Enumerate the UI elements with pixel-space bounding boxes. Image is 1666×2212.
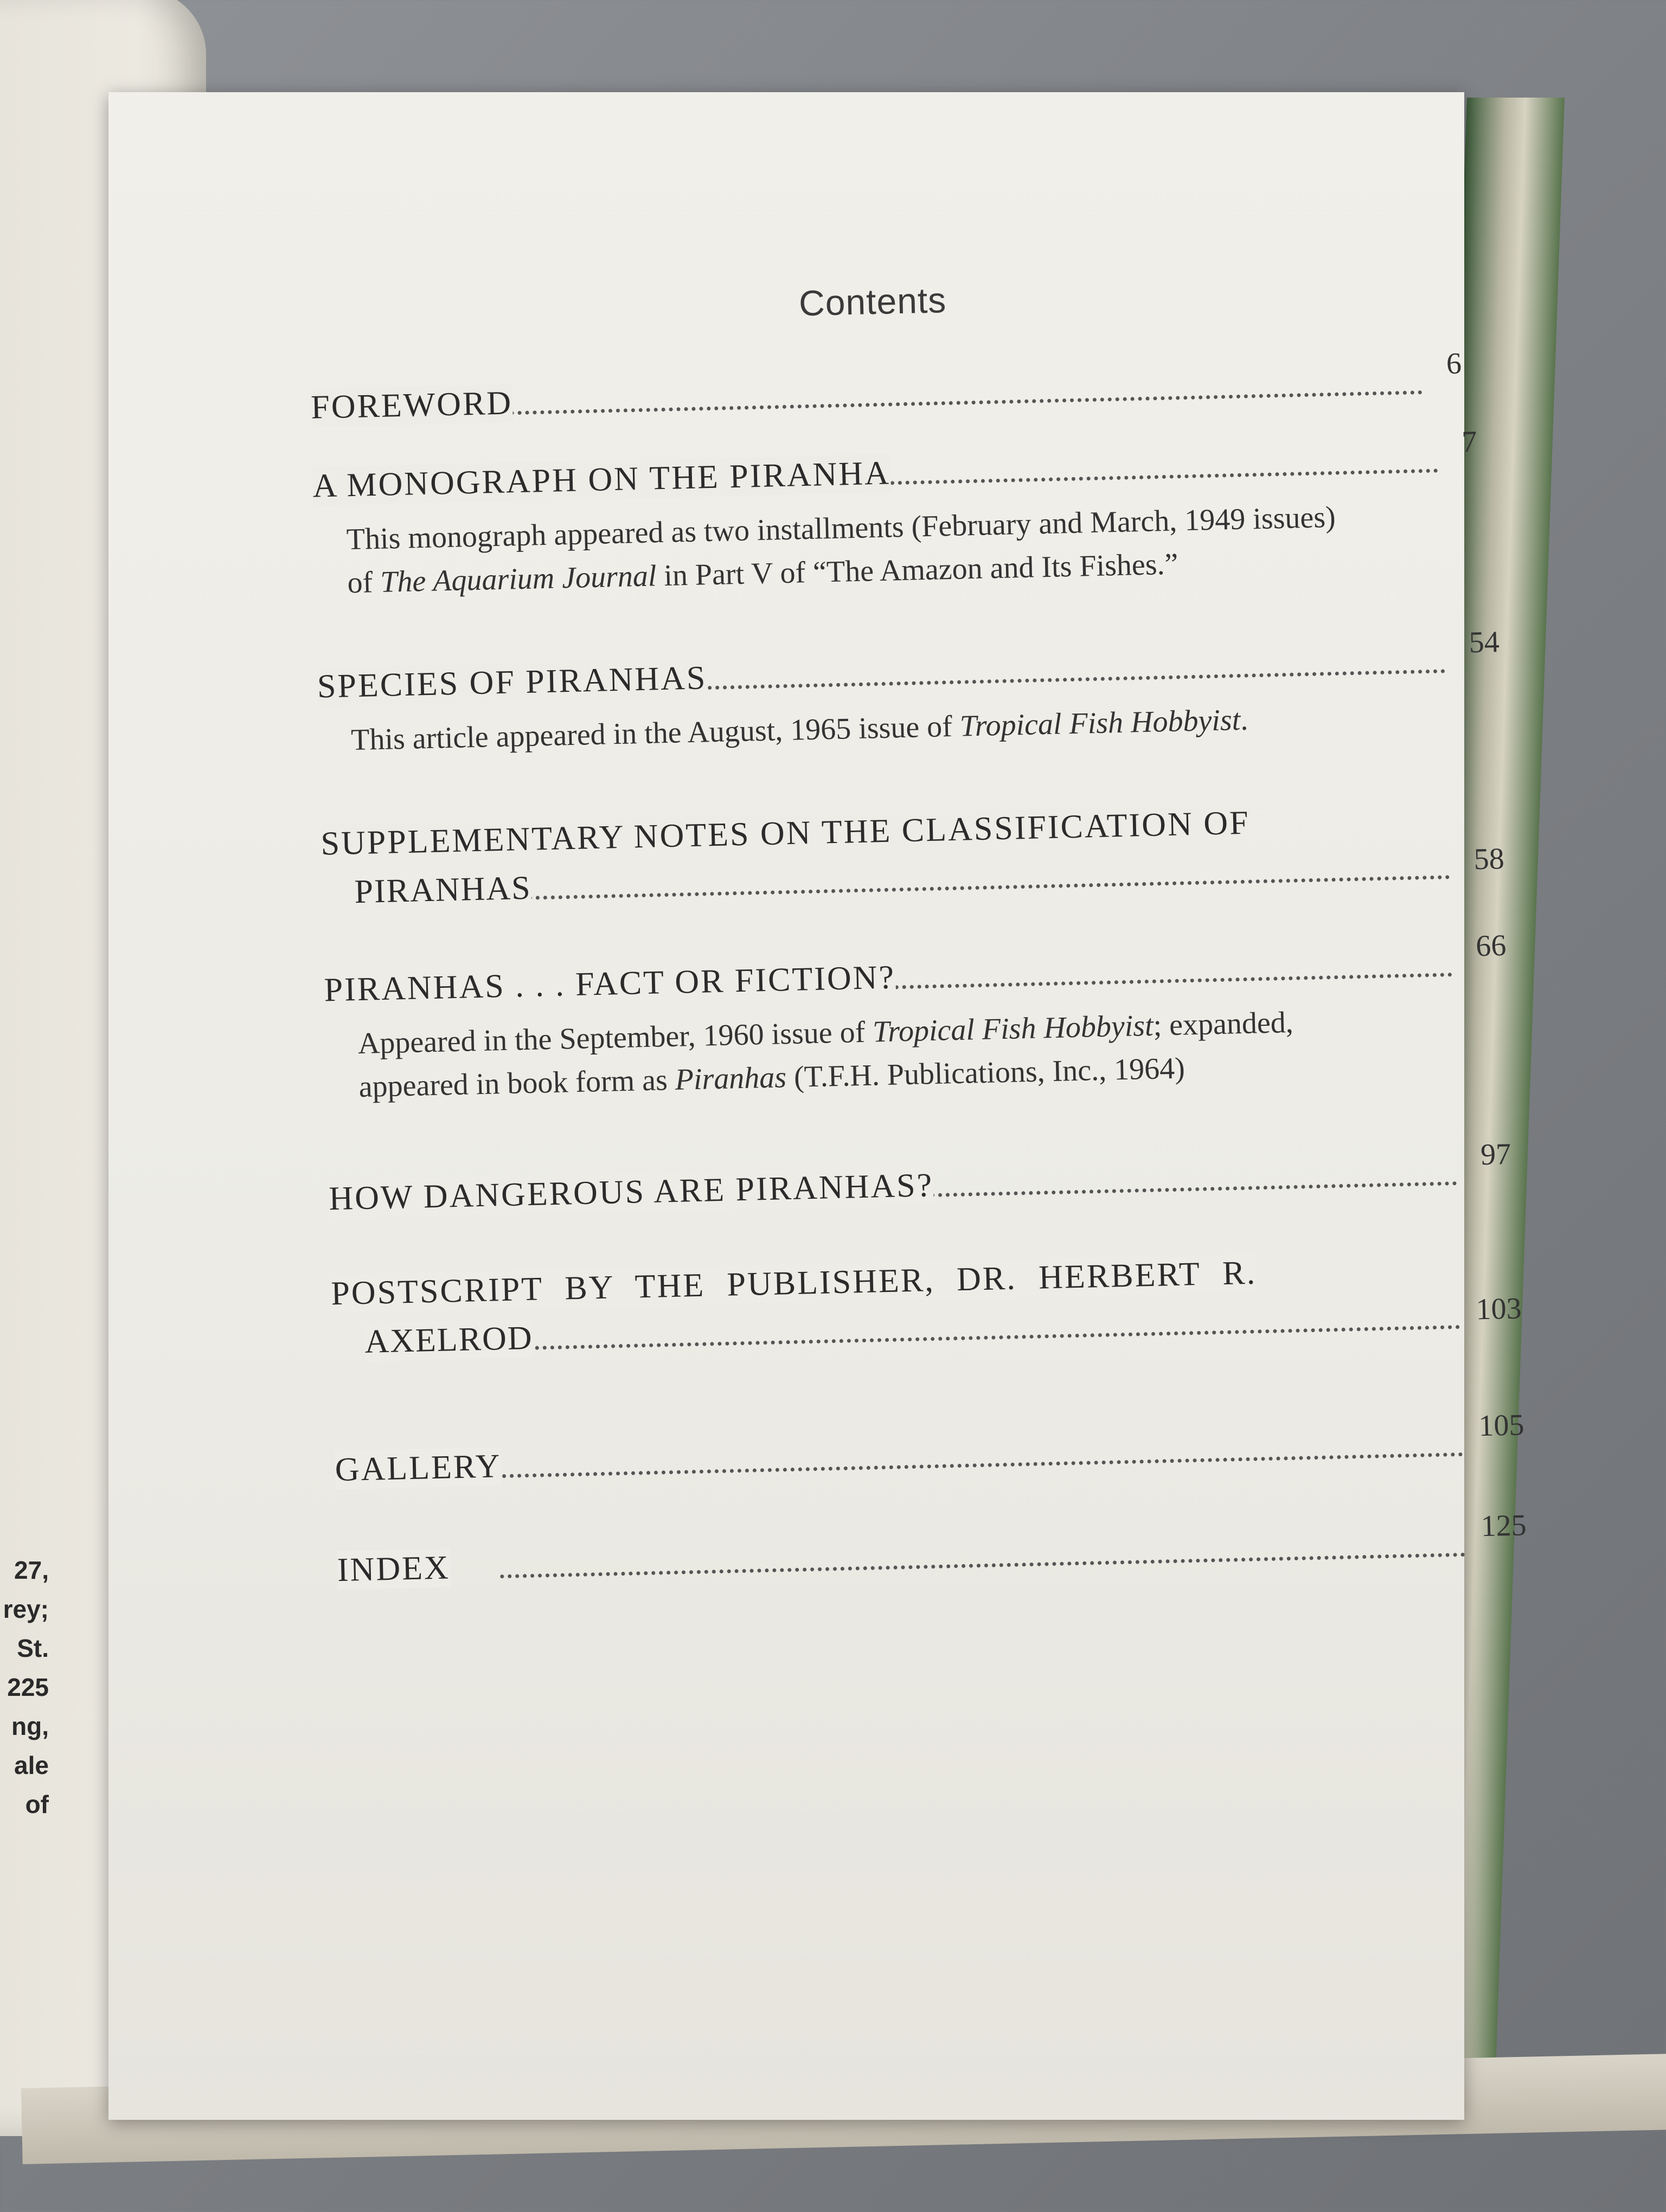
entry-title: SUPPLEMENTARY NOTES ON THE CLASSIFICATION OF [320,804,1251,863]
text-fragment: ale [14,1751,49,1779]
entry-title: INDEX [337,1549,451,1589]
entry-page-number: 58 [1473,841,1505,877]
toc-entry-index [142,1508,1527,1604]
text-fragment: 27, [14,1556,49,1584]
facing-page-text [0,1551,49,1824]
toc-entry-how-dangerous [133,1137,1511,1233]
toc-entry-foreword [116,346,1462,441]
entry-page-number: 7 [1461,425,1477,459]
entry-page-number: 97 [1480,1137,1511,1172]
entry-title: SPECIES OF PIRANHAS [317,659,708,705]
entry-page-number: 105 [1478,1408,1525,1443]
text-fragment: of [25,1790,49,1818]
toc-entry-postscript [136,1250,1522,1377]
text-fragment: St. [17,1634,49,1662]
toc-entry-species [121,625,1500,757]
entry-page-number: 54 [1468,625,1500,660]
entry-title-continued: PIRANHAS [354,869,532,911]
page-title: Contents [798,280,947,324]
toc-entry-supplementary-notes [125,800,1505,927]
toc-entry-fact-or-fiction [129,928,1507,1104]
text-fragment: 225 [7,1673,49,1701]
entry-title: FOREWORD [310,384,513,426]
entry-title: A MONOGRAPH ON THE PIRANHA [312,454,891,505]
text-fragment: rey; [3,1595,49,1623]
entry-title: HOW DANGEROUS ARE PIRANHAS? [328,1167,934,1218]
contents-page [108,92,1527,2120]
entry-note: This article appeared in the August, 1965 issue of Tropical Fish Hobbyist. [350,703,1248,757]
text-fragment: ng, [11,1712,49,1740]
entry-page-number: 6 [1446,346,1462,381]
contents-body [108,61,1527,2119]
entry-page-number: 125 [1480,1508,1527,1544]
entry-page-number: 66 [1475,928,1507,963]
toc-entry-monograph [117,425,1477,600]
toc-entry-gallery [139,1408,1525,1504]
entry-title: GALLERY [334,1448,502,1489]
entry-note: This monograph appeared as two installments (February and March, 1949 issues) of The Aquarium Journal in Part V of “The Amazon and Its Fishes.” [346,500,1336,600]
entry-title: PIRANHAS . . . FACT OR FICTION? [323,959,896,1009]
entry-title: POSTSCRIPT BY THE PUBLISHER, DR. HERBERT R. [330,1254,1257,1313]
entry-title-continued: AXELROD [364,1319,534,1360]
entry-page-number: 103 [1475,1291,1522,1327]
entry-note: Appeared in the September, 1960 issue of Tropical Fish Hobbyist; expanded, appeared in book form as Piranhas (T.F.H. Publications, Inc., 1964) [357,1005,1294,1104]
